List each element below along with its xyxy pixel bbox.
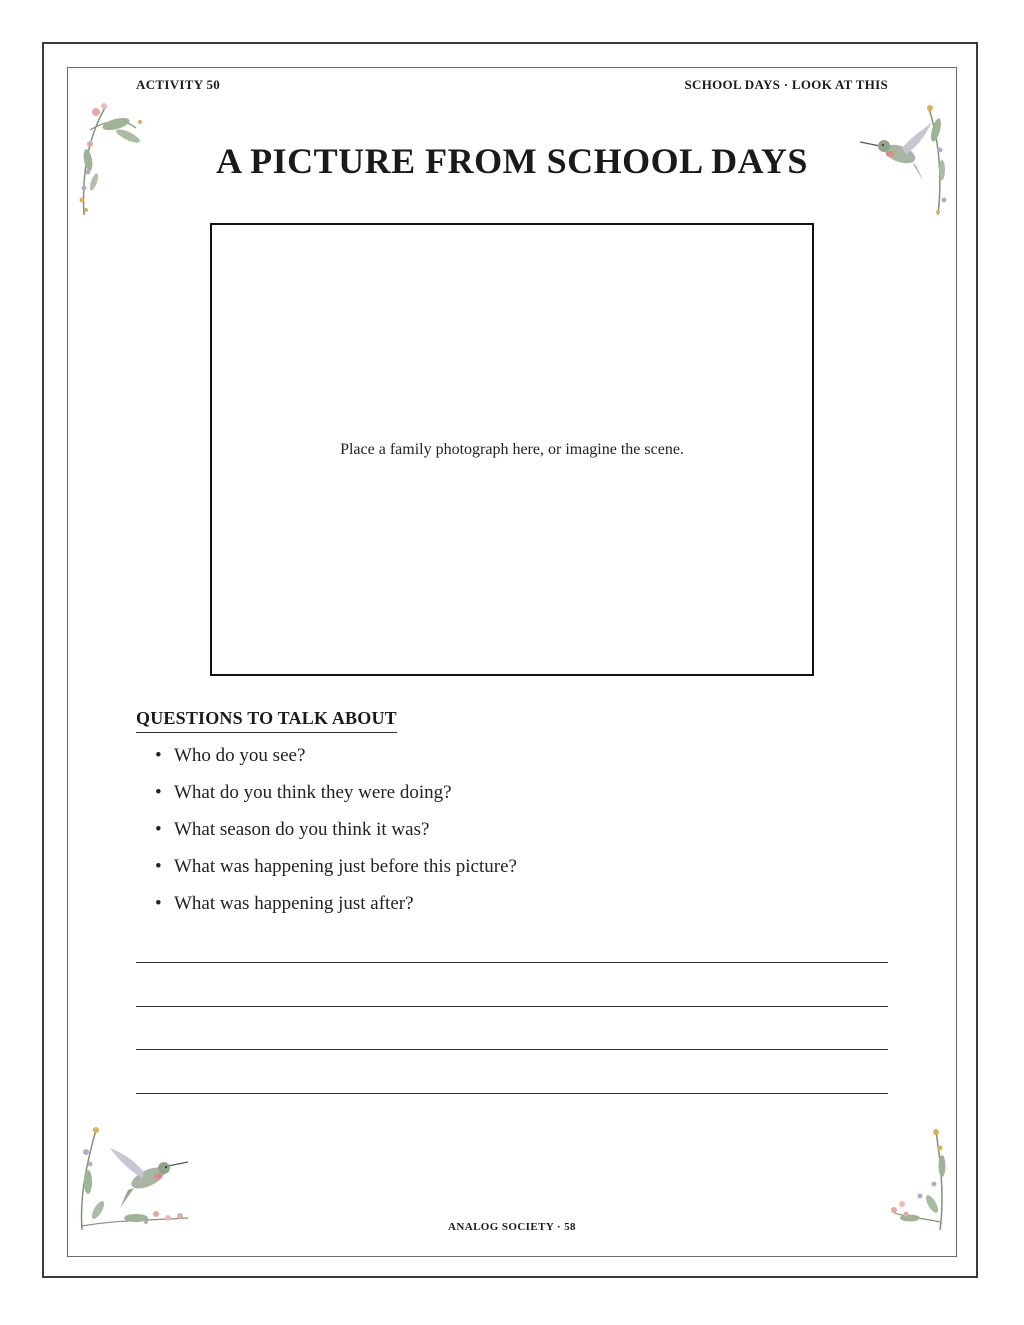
question-item: • What was happening just before this picture? — [155, 852, 517, 889]
page-title: A PICTURE FROM SCHOOL DAYS — [216, 141, 808, 181]
hummingbird-floral-icon — [76, 1122, 196, 1234]
question-list — [155, 741, 517, 926]
questions-heading: QUESTIONS TO TALK ABOUT — [136, 708, 397, 733]
question-item: • What season do you think it was? — [155, 815, 517, 852]
question-item: • Who do you see? — [155, 741, 517, 778]
activity-label: ACTIVITY 50 — [136, 77, 221, 92]
floral-corner-icon — [884, 1126, 950, 1234]
section-label: SCHOOL DAYS · LOOK AT THIS — [684, 77, 888, 92]
page-footer: ANALOG SOCIETY · 58 — [448, 1221, 576, 1233]
question-item: • What do you think they were doing? — [155, 778, 517, 815]
answer-line[interactable] — [136, 1006, 888, 1007]
photo-placeholder-box[interactable] — [210, 223, 814, 676]
photo-placeholder-text: Place a family photograph here, or imagine the scene. — [340, 440, 684, 458]
answer-line[interactable] — [136, 1049, 888, 1050]
answer-line[interactable] — [136, 1093, 888, 1094]
question-item: • What was happening just after? — [155, 889, 517, 926]
answer-line[interactable] — [136, 962, 888, 963]
